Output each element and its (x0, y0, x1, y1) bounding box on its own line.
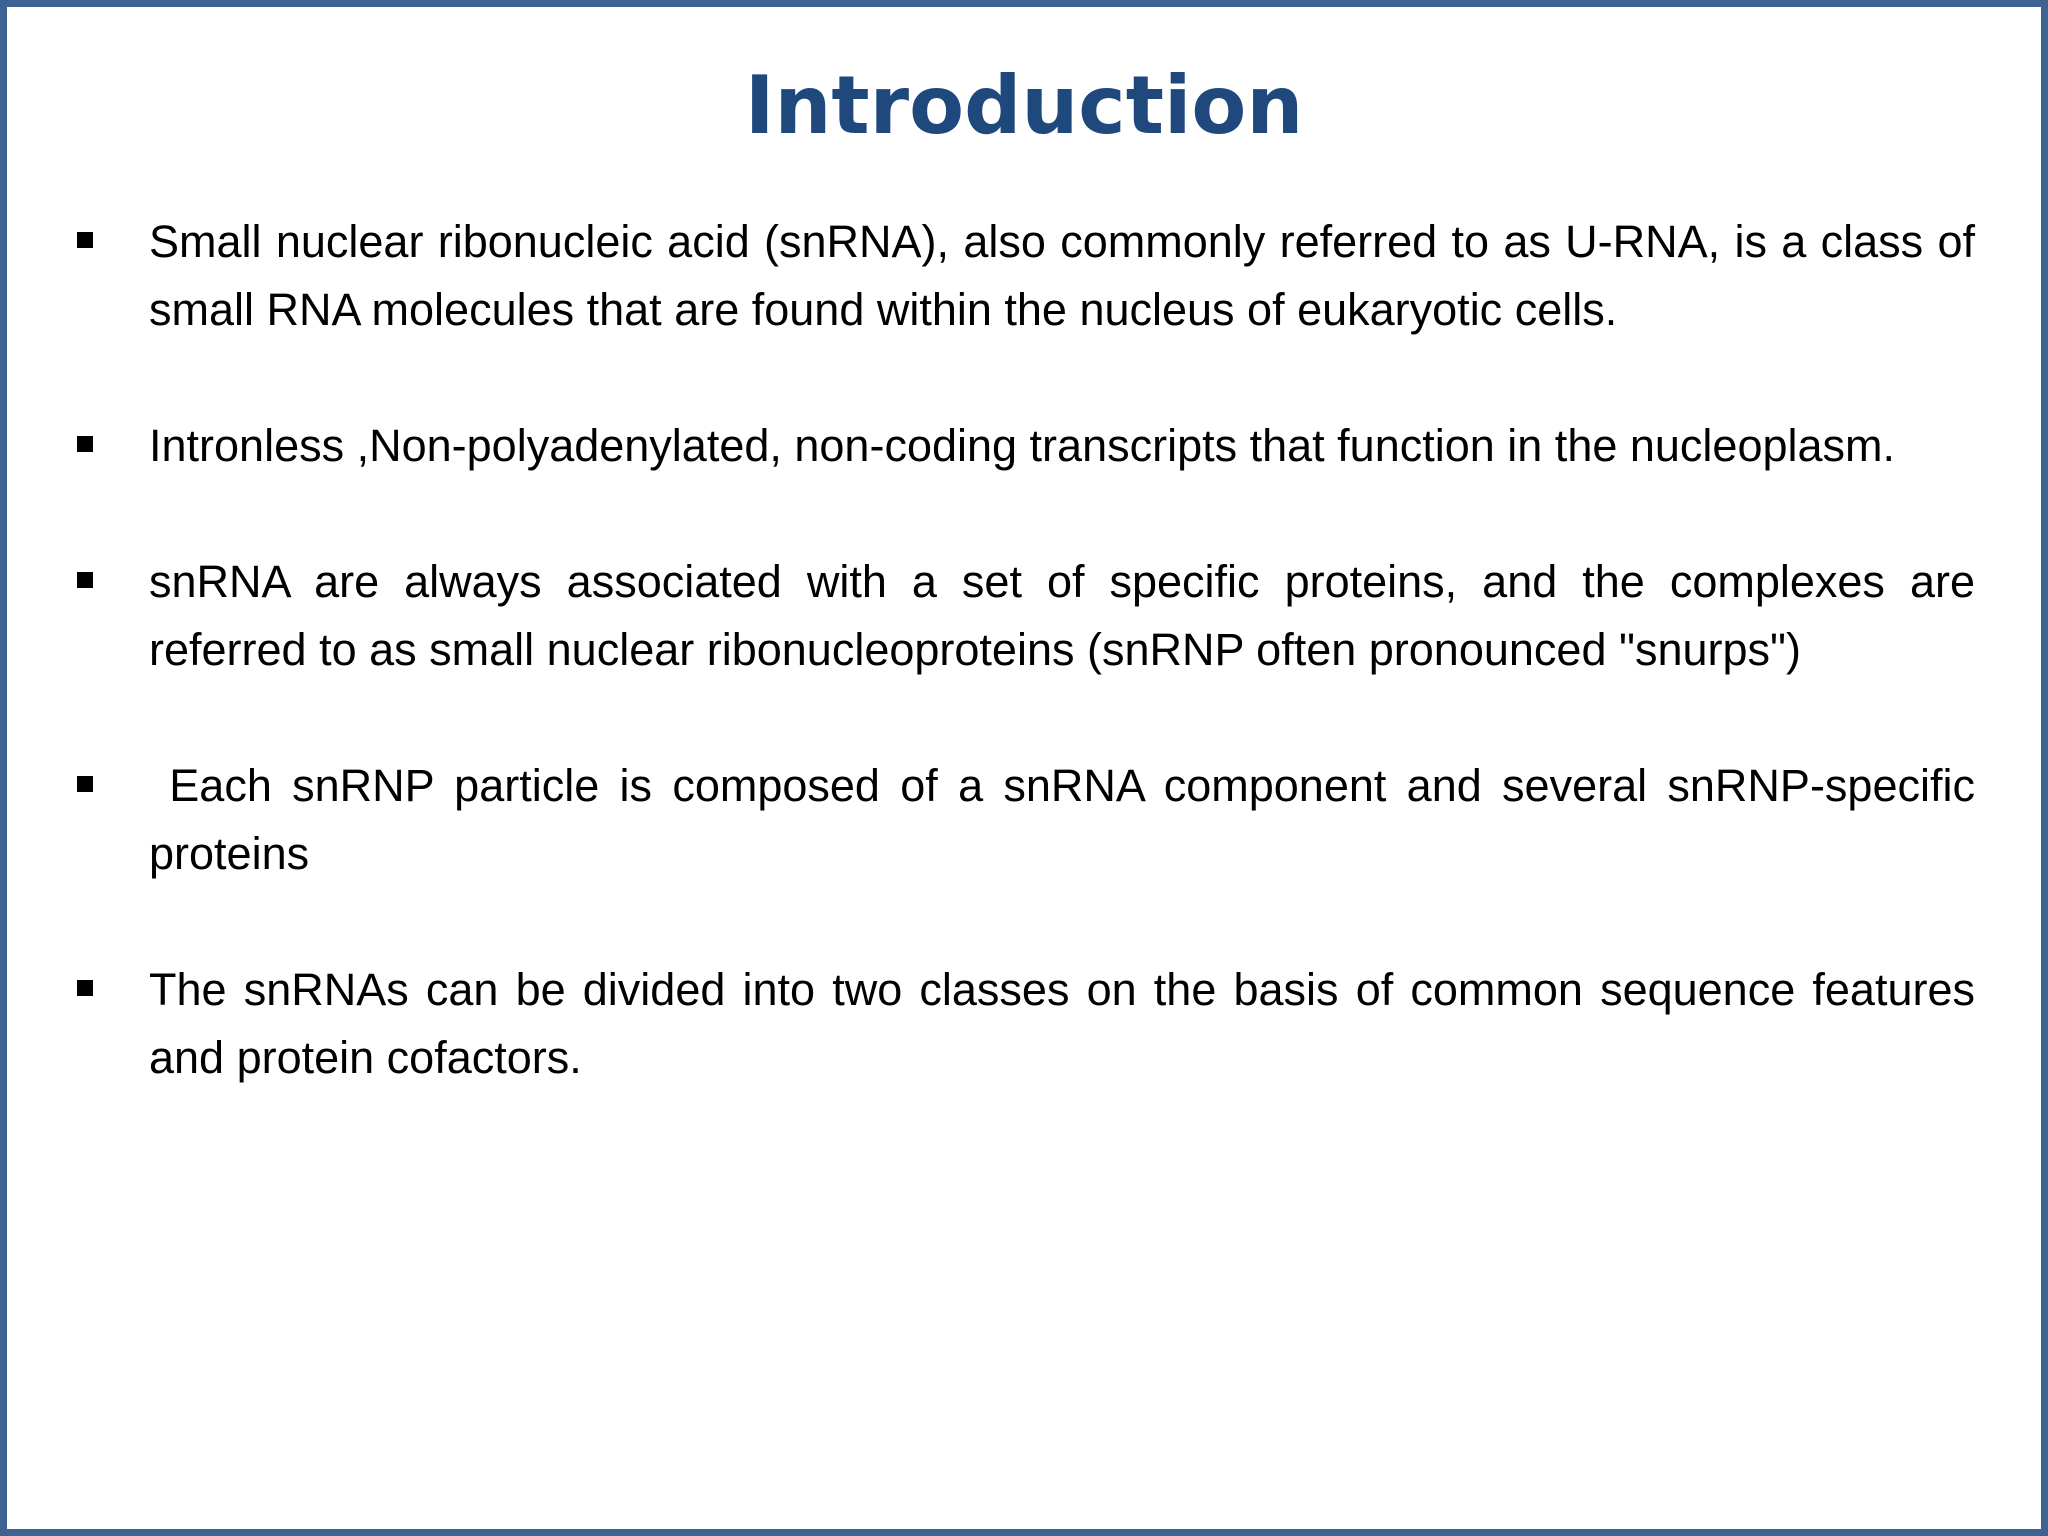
bullet-item (7, 208, 2041, 344)
square-bullet-icon (77, 436, 93, 452)
bullet-text: Small nuclear ribonucleic acid (snRNA), also commonly referred to as U-RNA, is a class of small RNA molecules that are found within the nucleus of eukaryotic cells. (149, 216, 1975, 335)
square-bullet-icon (77, 776, 93, 792)
bullet-item (7, 956, 2041, 1092)
bullet-item (7, 412, 2041, 480)
bullet-text: snRNA are always associated with a set of specific proteins, and the complexes are referred to as small nuclear ribonucleoproteins (snRNP often pronounced "snurps") (149, 556, 1975, 675)
bullet-item (7, 548, 2041, 684)
square-bullet-icon (77, 980, 93, 996)
slide-title: Introduction (744, 59, 1304, 152)
bullet-text: The snRNAs can be divided into two classes on the basis of common sequence features and protein cofactors. (149, 964, 1975, 1083)
bullet-text: Intronless ,Non-polyadenylated, non-coding transcripts that function in the nucleoplasm. (149, 420, 1896, 471)
square-bullet-icon (77, 232, 93, 248)
bullet-list (7, 208, 2041, 1160)
bullet-text: Each snRNP particle is composed of a snRNA component and several snRNP-specific proteins (149, 760, 1988, 879)
square-bullet-icon (77, 572, 93, 588)
bullet-item (7, 752, 2041, 888)
